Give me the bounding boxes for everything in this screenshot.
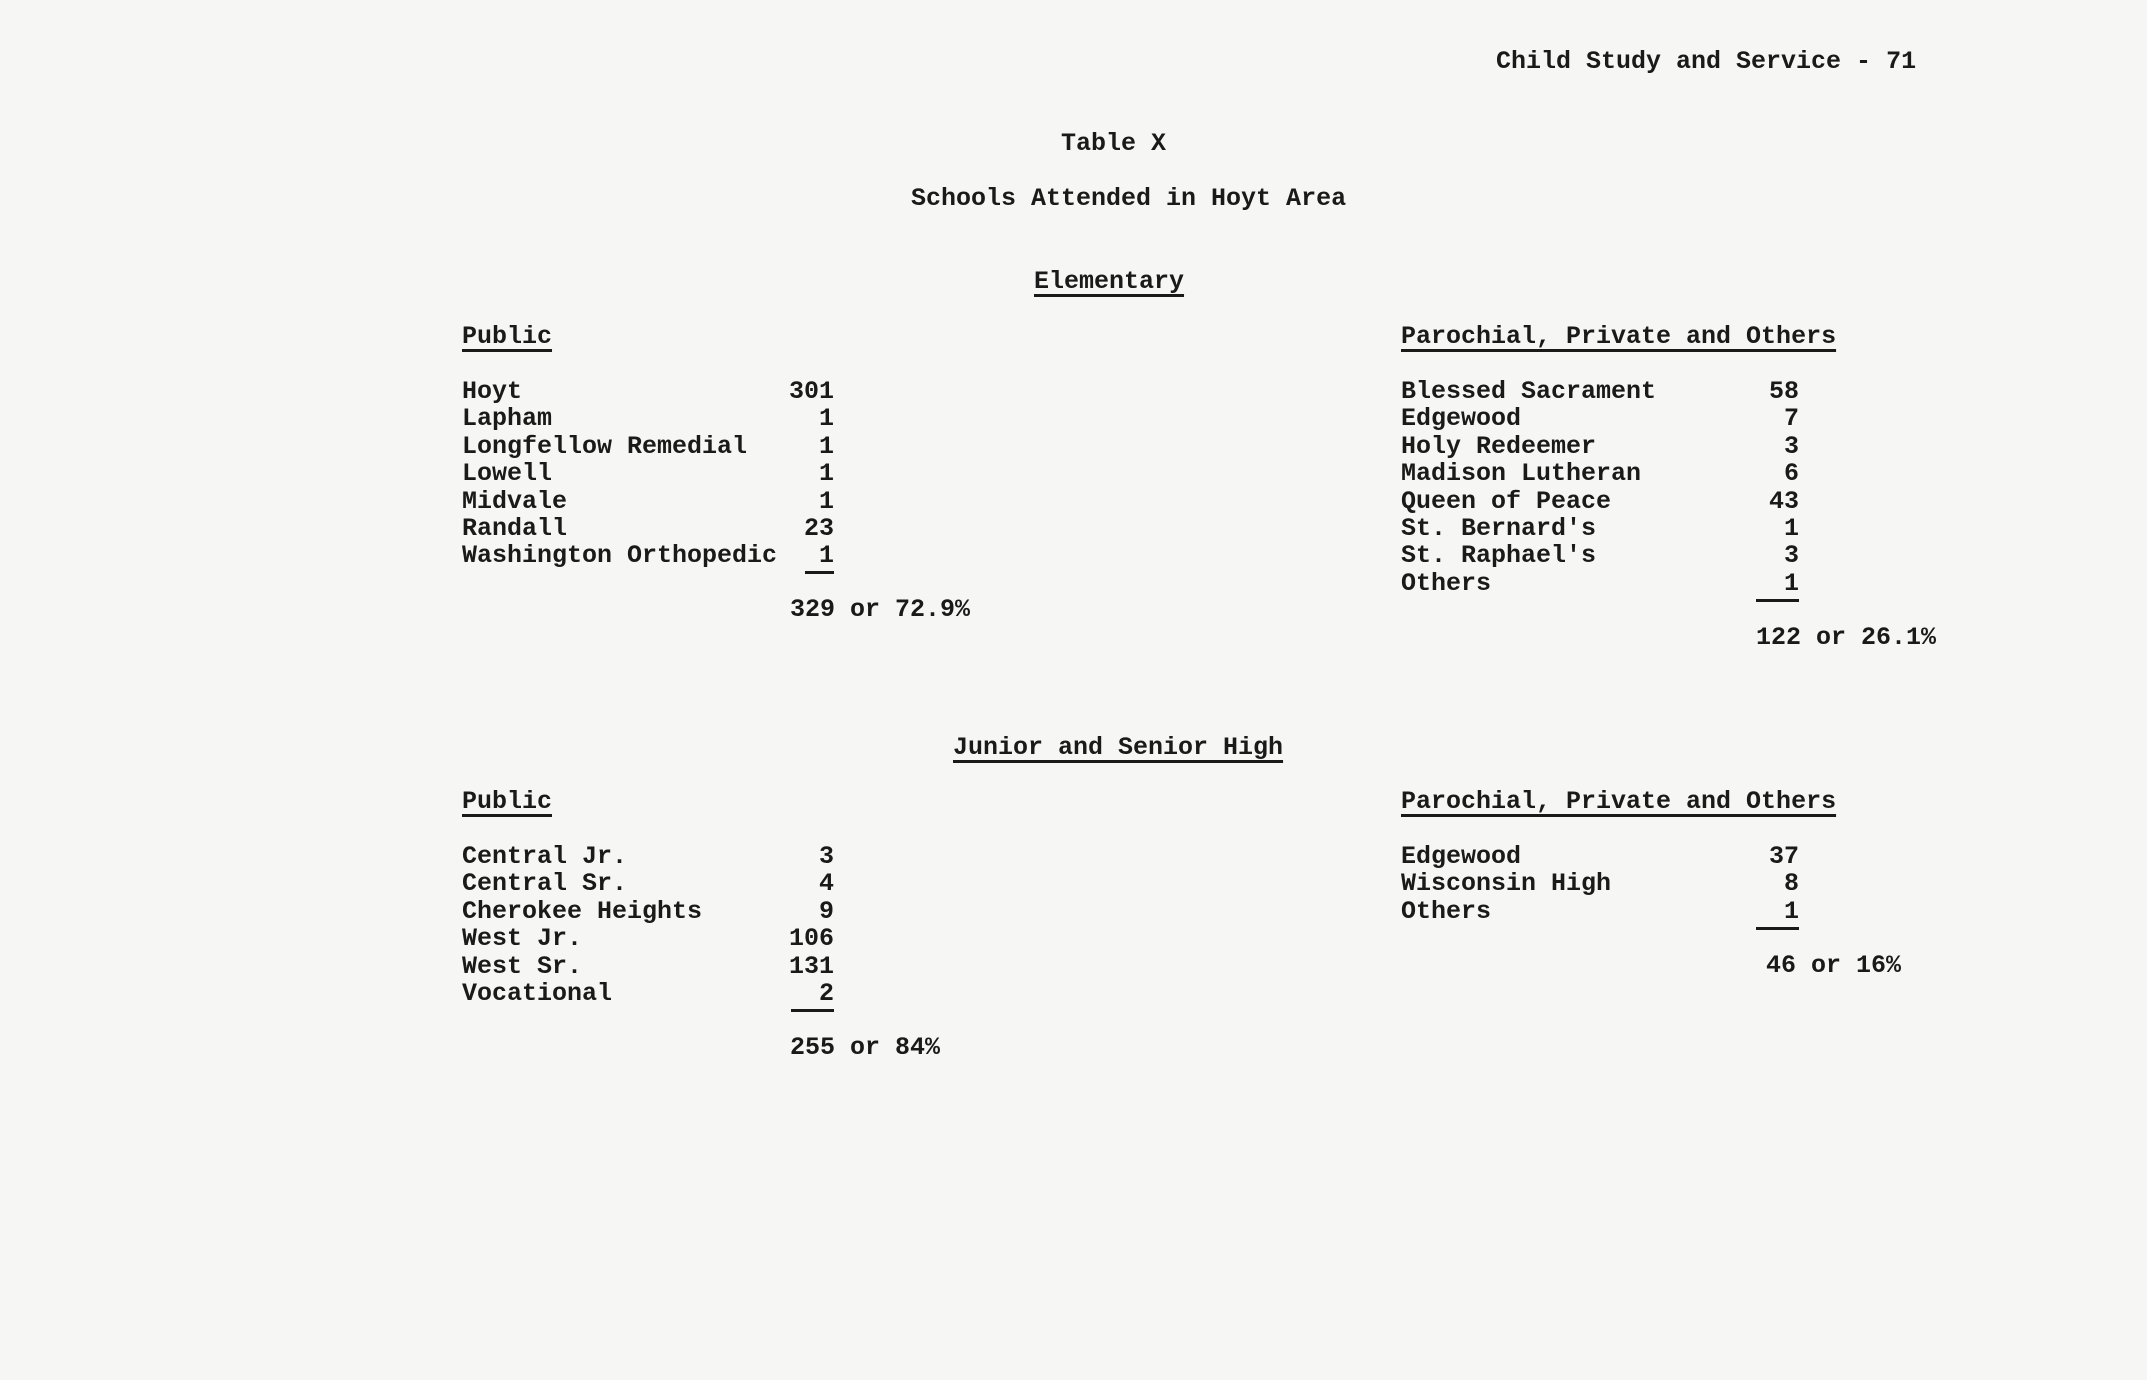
school-count: 4 [818,869,834,899]
school-count: 43 [1768,486,1799,516]
list-item [462,898,834,925]
school-count: 1 [1756,570,1799,602]
school-name: Longfellow Remedial [462,431,748,461]
school-name: West Jr. [462,924,583,954]
school-count: 1 [805,542,834,574]
school-name: Madison Lutheran [1401,459,1642,489]
school-name: St. Raphael's [1401,541,1597,571]
high-parochial-total: 46 or 16% [1766,951,1902,980]
page-number: 71 [1886,47,1917,76]
school-count: 3 [1783,541,1799,571]
school-count: 1 [818,486,834,516]
high-public-list [462,843,834,1007]
school-name: Wisconsin High [1401,869,1612,899]
table-subtitle: Schools Attended in Hoyt Area [911,184,1347,213]
school-count: 37 [1768,842,1799,871]
school-name: Randall [462,513,568,543]
list-item [1401,570,1799,597]
school-count: 8 [1783,869,1799,899]
school-name: Edgewood [1401,404,1522,434]
school-count: 1 [818,459,834,489]
school-count: 1 [818,431,834,461]
elementary-public-heading: Public [462,322,553,351]
list-item [462,843,834,870]
school-name: Lowell [462,459,553,489]
elementary-public-list [462,378,834,570]
school-name: Holy Redeemer [1401,431,1597,461]
school-count: 23 [803,513,834,543]
list-item [1401,898,1799,925]
high-parochial-list [1401,843,1799,925]
school-count: 301 [788,377,834,406]
school-name: Others [1401,568,1492,598]
school-count: 106 [788,924,834,954]
school-name: Others [1401,896,1492,926]
high-parochial-heading: Parochial, Private and Others [1401,787,1837,816]
school-name: Vocational [462,978,613,1008]
school-name: West Sr. [462,951,583,981]
school-count: 1 [1756,898,1799,930]
list-item [462,378,834,405]
school-count: 1 [1783,513,1799,543]
school-name: Central Sr. [462,869,628,899]
elementary-public-total: 329 or 72.9% [790,595,971,624]
list-item [1401,488,1799,515]
school-name: Queen of Peace [1401,486,1612,516]
list-item [462,460,834,487]
school-name: Cherokee Heights [462,896,703,926]
school-count: 3 [1783,431,1799,461]
school-name: Central Jr. [462,842,628,871]
school-count: 131 [788,951,834,981]
list-item [1401,405,1799,432]
high-heading: Junior and Senior High [953,733,1284,762]
list-item [1401,378,1799,405]
list-item [1401,460,1799,487]
elementary-parochial-list [1401,378,1799,597]
list-item [1401,870,1799,897]
school-name: Blessed Sacrament [1401,377,1657,406]
school-name: St. Bernard's [1401,513,1597,543]
school-count: 7 [1783,404,1799,434]
school-count: 3 [818,842,834,871]
running-title: Child Study and Service - [1496,47,1872,76]
list-item [462,980,834,1007]
list-item [462,488,834,515]
school-name: Washington Orthopedic [462,541,778,571]
school-count: 2 [791,980,834,1012]
list-item [462,433,834,460]
running-header [1496,48,1916,75]
school-name: Midvale [462,486,568,516]
list-item [462,953,834,980]
elementary-parochial-total: 122 or 26.1% [1756,623,1937,652]
list-item [1401,515,1799,542]
school-count: 9 [818,896,834,926]
list-item [1401,433,1799,460]
list-item [462,870,834,897]
high-public-heading: Public [462,787,553,816]
list-item [462,515,834,542]
high-public-total: 255 or 84% [790,1033,941,1062]
school-name: Lapham [462,404,553,434]
elementary-heading: Elementary [1034,267,1185,296]
school-count: 1 [818,404,834,434]
school-count: 6 [1783,459,1799,489]
list-item [1401,542,1799,569]
list-item [462,925,834,952]
school-name: Hoyt [462,377,523,406]
table-title: Table X [1061,129,1167,158]
list-item [462,542,834,569]
list-item [462,405,834,432]
elementary-parochial-heading: Parochial, Private and Others [1401,322,1837,351]
school-count: 58 [1768,377,1799,406]
list-item [1401,843,1799,870]
school-name: Edgewood [1401,842,1522,871]
